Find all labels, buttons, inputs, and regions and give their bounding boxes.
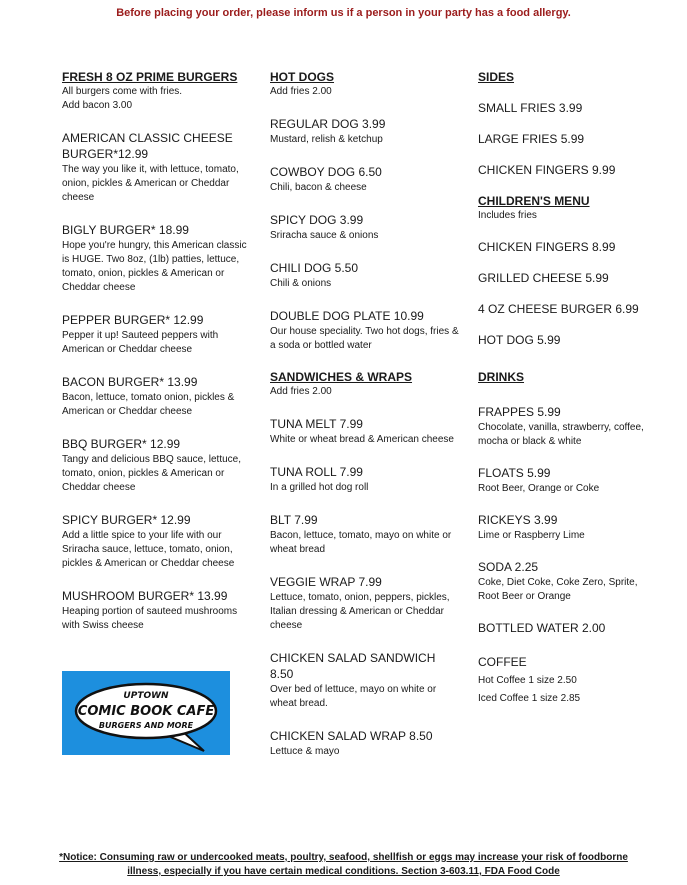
item-description: Chili & onions bbox=[270, 278, 332, 289]
item-name: BACON BURGER* 13.99 bbox=[62, 375, 198, 389]
item-name: FLOATS 5.99 bbox=[478, 466, 551, 480]
menu-item bbox=[62, 222, 252, 295]
menu-item bbox=[478, 512, 653, 543]
hotdogs-sandwiches-column bbox=[270, 70, 460, 759]
sandwiches-title: SANDWICHES & WRAPS bbox=[270, 370, 413, 384]
menu-item bbox=[270, 260, 460, 291]
sandwiches-subtitle: Add fries 2.00 bbox=[270, 386, 332, 397]
item-name: BLT 7.99 bbox=[270, 513, 318, 527]
hotdogs-subtitle: Add fries 2.00 bbox=[270, 86, 332, 97]
item-description: In a grilled hot dog roll bbox=[270, 482, 369, 493]
item-name: CHICKEN SALAD SANDWICH 8.50 bbox=[270, 651, 436, 681]
item-name: TUNA ROLL 7.99 bbox=[270, 465, 363, 479]
menu-item bbox=[62, 512, 252, 571]
item-name: COFFEE bbox=[478, 655, 527, 669]
menu-item: SMALL FRIES 3.99 bbox=[478, 101, 583, 115]
menu-item bbox=[478, 404, 653, 449]
item-name: CHICKEN SALAD WRAP 8.50 bbox=[270, 729, 433, 743]
item-description: Sriracha sauce & onions bbox=[270, 230, 379, 241]
item-description: Add a little spice to your life with our Sriracha sauce, lettuce, tomato, onion, pickles & American or Cheddar cheese bbox=[62, 530, 235, 569]
childrens-title: CHILDREN'S MENU bbox=[478, 194, 590, 208]
menu-item bbox=[478, 465, 653, 496]
drinks-title: DRINKS bbox=[478, 370, 525, 384]
item-name: BIGLY BURGER* 18.99 bbox=[62, 223, 189, 237]
menu-item bbox=[270, 728, 460, 759]
menu-item bbox=[270, 650, 460, 711]
item-name: SODA 2.25 bbox=[478, 560, 539, 574]
item-name: MUSHROOM BURGER* 13.99 bbox=[62, 589, 228, 603]
item-description: Hot Coffee 1 size 2.50 bbox=[478, 675, 577, 686]
menu-item bbox=[62, 312, 252, 357]
item-description: Root Beer, Orange or Coke bbox=[478, 483, 600, 494]
item-description: Chocolate, vanilla, strawberry, coffee, mocha or black & white bbox=[478, 422, 644, 447]
logo-line-1: UPTOWN bbox=[123, 691, 169, 701]
item-description: Chili, bacon & cheese bbox=[270, 182, 367, 193]
item-name: TUNA MELT 7.99 bbox=[270, 417, 363, 431]
menu-item bbox=[270, 574, 460, 633]
logo-line-2: COMIC BOOK CAFE bbox=[77, 704, 215, 719]
item-description: Hope you're hungry, this American classic is HUGE. Two 8oz, (1lb) patties, lettuce, tomato, onion, pickles & American or Cheddar cheese bbox=[62, 240, 247, 293]
item-name: DOUBLE DOG PLATE 10.99 bbox=[270, 309, 424, 323]
item-name: RICKEYS 3.99 bbox=[478, 513, 558, 527]
menu-item: LARGE FRIES 5.99 bbox=[478, 132, 585, 146]
item-name: COWBOY DOG 6.50 bbox=[270, 165, 382, 179]
item-description: White or wheat bread & American cheese bbox=[270, 434, 454, 445]
speech-bubble-logo-icon bbox=[62, 671, 230, 755]
item-name: BOTTLED WATER 2.00 bbox=[478, 621, 606, 635]
menu-item bbox=[62, 374, 252, 419]
childrens-subtitle: Includes fries bbox=[478, 210, 537, 221]
notice-line-1: *Notice: Consuming raw or undercooked meats, poultry, seafood, shellfish or eggs may increase your risk of foodborne bbox=[59, 852, 628, 863]
menu-item bbox=[478, 620, 653, 636]
item-name: CHILI DOG 5.50 bbox=[270, 261, 359, 275]
notice-line-2: illness, especially if you have certain medical conditions. Section 3-603.11, FDA Food Code bbox=[127, 866, 560, 877]
item-description: Lettuce, tomato, onion, peppers, pickles, Italian dressing & American or Cheddar cheese bbox=[270, 592, 450, 631]
menu-item bbox=[62, 588, 252, 633]
cafe-logo bbox=[62, 671, 230, 755]
menu-item bbox=[62, 436, 252, 495]
burgers-title: FRESH 8 OZ PRIME BURGERS bbox=[62, 70, 238, 84]
item-description: The way you like it, with lettuce, tomato, onion, pickles & American or Cheddar cheese bbox=[62, 164, 239, 203]
menu-item: GRILLED CHEESE 5.99 bbox=[478, 271, 609, 285]
burgers-bacon-note: Add bacon 3.00 bbox=[62, 100, 133, 111]
item-description: Lime or Raspberry Lime bbox=[478, 530, 585, 541]
item-name: AMERICAN CLASSIC CHEESE BURGER*12.99 bbox=[62, 131, 233, 161]
item-description: Bacon, lettuce, tomato, mayo on white or wheat bread bbox=[270, 530, 452, 555]
allergy-notice: Before placing your order, please inform us if a person in your party has a food allergy. bbox=[116, 7, 571, 19]
menu-item: CHICKEN FINGERS 9.99 bbox=[478, 163, 616, 177]
menu-item bbox=[270, 308, 460, 353]
logo-line-3: BURGERS AND MORE bbox=[98, 721, 194, 730]
item-name: SPICY BURGER* 12.99 bbox=[62, 513, 191, 527]
item-name: SPICY DOG 3.99 bbox=[270, 213, 364, 227]
sides-drinks-column bbox=[478, 70, 653, 706]
item-name: BBQ BURGER* 12.99 bbox=[62, 437, 181, 451]
sides-title: SIDES bbox=[478, 70, 515, 84]
item-description: Coke, Diet Coke, Coke Zero, Sprite, Root Beer or Orange bbox=[478, 577, 638, 602]
menu-item bbox=[270, 416, 460, 447]
item-description: Over bed of lettuce, mayo on white or wheat bread. bbox=[270, 684, 437, 709]
menu-item: CHICKEN FINGERS 8.99 bbox=[478, 240, 616, 254]
menu-item bbox=[270, 212, 460, 243]
item-description: Heaping portion of sauteed mushrooms with Swiss cheese bbox=[62, 606, 238, 631]
menu-item: 4 OZ CHEESE BURGER 6.99 bbox=[478, 302, 639, 316]
menu-item bbox=[270, 464, 460, 495]
item-description: Tangy and delicious BBQ sauce, lettuce, tomato, onion, pickles & American or Cheddar cheese bbox=[62, 454, 241, 493]
burgers-column bbox=[62, 70, 252, 633]
item-description: Pepper it up! Sauteed peppers with American or Cheddar cheese bbox=[62, 330, 219, 355]
item-name: VEGGIE WRAP 7.99 bbox=[270, 575, 382, 589]
hotdogs-title: HOT DOGS bbox=[270, 70, 335, 84]
item-name: PEPPER BURGER* 12.99 bbox=[62, 313, 204, 327]
item-description: Bacon, lettuce, tomato onion, pickles & American or Cheddar cheese bbox=[62, 392, 235, 417]
item-name: FRAPPES 5.99 bbox=[478, 405, 561, 419]
menu-item bbox=[270, 116, 460, 147]
menu-item bbox=[62, 130, 252, 205]
item-description: Iced Coffee 1 size 2.85 bbox=[478, 693, 581, 704]
menu-item bbox=[270, 512, 460, 557]
burgers-subtitle: All burgers come with fries. bbox=[62, 86, 183, 97]
item-name: REGULAR DOG 3.99 bbox=[270, 117, 386, 131]
item-description: Lettuce & mayo bbox=[270, 746, 340, 757]
menu-item bbox=[270, 164, 460, 195]
menu-item: HOT DOG 5.99 bbox=[478, 333, 561, 347]
menu-item bbox=[478, 559, 653, 604]
menu-item bbox=[478, 654, 653, 706]
food-code-notice bbox=[0, 851, 687, 879]
item-description: Mustard, relish & ketchup bbox=[270, 134, 383, 145]
item-description: Our house speciality. Two hot dogs, fries & a soda or bottled water bbox=[270, 326, 459, 351]
